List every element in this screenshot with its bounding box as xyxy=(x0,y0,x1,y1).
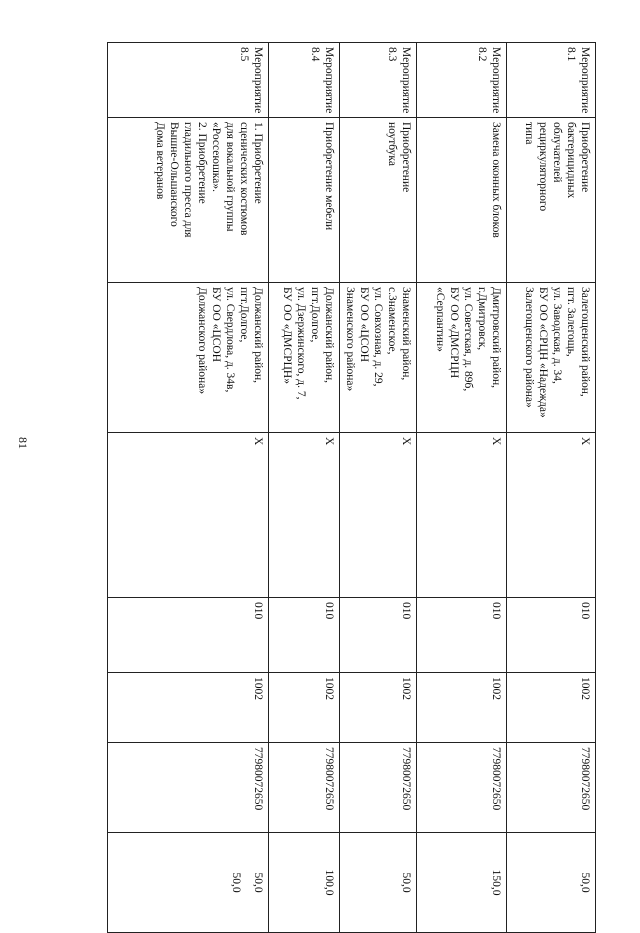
cell-line: г.Дмитровск, xyxy=(476,287,488,351)
cell-line: рециркуляторного xyxy=(537,122,549,212)
cell-line: Должанский район, xyxy=(252,287,264,384)
cell-text: X xyxy=(490,437,502,446)
cell-text: 77980072650 xyxy=(490,747,502,811)
cell-text: X xyxy=(579,437,591,446)
code2-cell xyxy=(417,673,507,743)
cell-line: 2. Приобретение xyxy=(196,122,208,204)
activity-id-cell xyxy=(417,43,507,118)
cell-line: Вышне-Ольшанского xyxy=(168,122,180,227)
description-cell xyxy=(417,118,507,283)
cell-line: с.Знаменское, xyxy=(386,287,398,355)
code3-cell xyxy=(108,743,269,833)
cell-line: БУ ОО «ЦСОН xyxy=(210,287,222,363)
cell-line: бактерицидных xyxy=(565,122,577,199)
cell-line: Приобретение xyxy=(579,122,591,193)
activities-table xyxy=(107,42,596,933)
cell-line: гладильного пресса для xyxy=(182,122,194,238)
cell-line: Приобретение xyxy=(400,122,412,193)
table-row xyxy=(108,43,269,933)
amount-cell xyxy=(340,833,417,933)
cell-line: Дмитровский район, xyxy=(490,287,502,388)
code1-cell xyxy=(340,598,417,673)
cell-line: пгт.Долгое, xyxy=(238,287,250,343)
address-cell xyxy=(269,283,340,433)
amount-value: 50,0 xyxy=(252,872,264,893)
cell-line: типа xyxy=(523,122,535,145)
address-cell xyxy=(417,283,507,433)
mark-cell xyxy=(417,433,507,598)
amount-cell xyxy=(269,833,340,933)
cell-text: 010 xyxy=(579,602,591,620)
cell-line: пгт.Долгое, xyxy=(309,287,321,343)
cell-line: БУ ОО «ЦСОН xyxy=(358,287,370,363)
table-row xyxy=(340,43,417,933)
cell-line: Замена оконных блоков xyxy=(490,122,502,238)
code2-cell xyxy=(507,673,596,743)
code3-cell xyxy=(417,743,507,833)
activity-id-cell xyxy=(507,43,596,118)
amount-value: 100,0 xyxy=(323,869,335,896)
cell-line: «Серпантин» xyxy=(434,287,446,352)
table-row xyxy=(507,43,596,933)
cell-line: ул. Дзержинского, д. 7, xyxy=(295,287,307,400)
cell-line: Знаменского района» xyxy=(344,287,356,392)
amount-value: 50,0 xyxy=(579,872,591,893)
code2-cell xyxy=(340,673,417,743)
cell-text: X xyxy=(323,437,335,446)
cell-line: БУ ОО «ДМСРЦН xyxy=(448,287,460,379)
cell-line: «Россеюшка». xyxy=(210,122,222,192)
amount-value: 50,0 xyxy=(400,872,412,893)
cell-line: Дома ветеранов xyxy=(154,122,166,200)
cell-line: Залегощенский район, xyxy=(579,287,591,397)
table-row xyxy=(417,43,507,933)
activity-id-cell xyxy=(269,43,340,118)
mark-cell xyxy=(269,433,340,598)
cell-line: ул. Заводская, д. 34, xyxy=(551,287,563,384)
amount-value: 50,0 xyxy=(230,872,242,893)
cell-text: 010 xyxy=(252,602,264,620)
cell-line: ул. Совхозная, д. 29, xyxy=(372,287,384,387)
mark-cell xyxy=(340,433,417,598)
cell-text: 010 xyxy=(323,602,335,620)
address-cell xyxy=(340,283,417,433)
cell-text: 77980072650 xyxy=(579,747,591,811)
code1-cell xyxy=(507,598,596,673)
cell-text: 77980072650 xyxy=(323,747,335,811)
amount-cell xyxy=(108,833,269,933)
cell-text: X xyxy=(400,437,412,446)
cell-line: Приобретение мебели xyxy=(323,122,335,231)
code3-cell xyxy=(340,743,417,833)
cell-text: 1002 xyxy=(252,677,264,700)
amount-cell xyxy=(507,833,596,933)
code2-cell xyxy=(108,673,269,743)
cell-line: ул. Советская, д. 89б, xyxy=(462,287,474,392)
cell-line: ул. Свердлова, д. 34в, xyxy=(224,287,236,393)
cell-text: 1002 xyxy=(490,677,502,700)
cell-text: 77980072650 xyxy=(400,747,412,811)
cell-line: ноутбука xyxy=(386,122,398,166)
cell-line: сценических костюмов xyxy=(238,122,250,236)
cell-text: Мероприятие 8.3 xyxy=(386,47,412,114)
cell-text: 010 xyxy=(490,602,502,620)
code3-cell xyxy=(507,743,596,833)
cell-text: Мероприятие 8.2 xyxy=(476,47,502,114)
cell-line: 1. Приобретение xyxy=(252,122,264,204)
cell-line: БУ ОО «ДМСРЦН» xyxy=(281,287,293,384)
description-cell xyxy=(269,118,340,283)
mark-cell xyxy=(108,433,269,598)
description-cell xyxy=(340,118,417,283)
cell-text: 1002 xyxy=(323,677,335,700)
code2-cell xyxy=(269,673,340,743)
amount-cell xyxy=(417,833,507,933)
cell-text: 77980072650 xyxy=(252,747,264,811)
address-cell xyxy=(108,283,269,433)
mark-cell xyxy=(507,433,596,598)
code3-cell xyxy=(269,743,340,833)
cell-line: облучателей xyxy=(551,122,563,183)
cell-text: Мероприятие 8.4 xyxy=(309,47,335,114)
description-cell xyxy=(108,118,269,283)
cell-text: Мероприятие 8.5 xyxy=(238,47,264,114)
code1-cell xyxy=(417,598,507,673)
table-row xyxy=(269,43,340,933)
cell-line: для вокальной группы xyxy=(224,122,236,232)
cell-text: 1002 xyxy=(579,677,591,700)
cell-line: Залегощенского района» xyxy=(523,287,535,408)
cell-line: Должанского района» xyxy=(196,287,208,395)
cell-line: пгт. Залегощь, xyxy=(565,287,577,357)
code1-cell xyxy=(269,598,340,673)
amount-value: 150,0 xyxy=(490,869,502,896)
cell-text: X xyxy=(252,437,264,446)
code1-cell xyxy=(108,598,269,673)
cell-line: Должанский район, xyxy=(323,287,335,384)
activity-id-cell xyxy=(108,43,269,118)
cell-text: Мероприятие 8.1 xyxy=(565,47,591,114)
description-cell xyxy=(507,118,596,283)
cell-text: 1002 xyxy=(400,677,412,700)
address-cell xyxy=(507,283,596,433)
rotated-table-container xyxy=(108,42,596,896)
activity-id-cell xyxy=(340,43,417,118)
cell-text: 010 xyxy=(400,602,412,620)
page-number: 81 xyxy=(16,437,30,449)
cell-line: БУ ОО «СРЦН «Надежда» xyxy=(537,287,549,418)
cell-line: Знаменский район, xyxy=(400,287,412,381)
